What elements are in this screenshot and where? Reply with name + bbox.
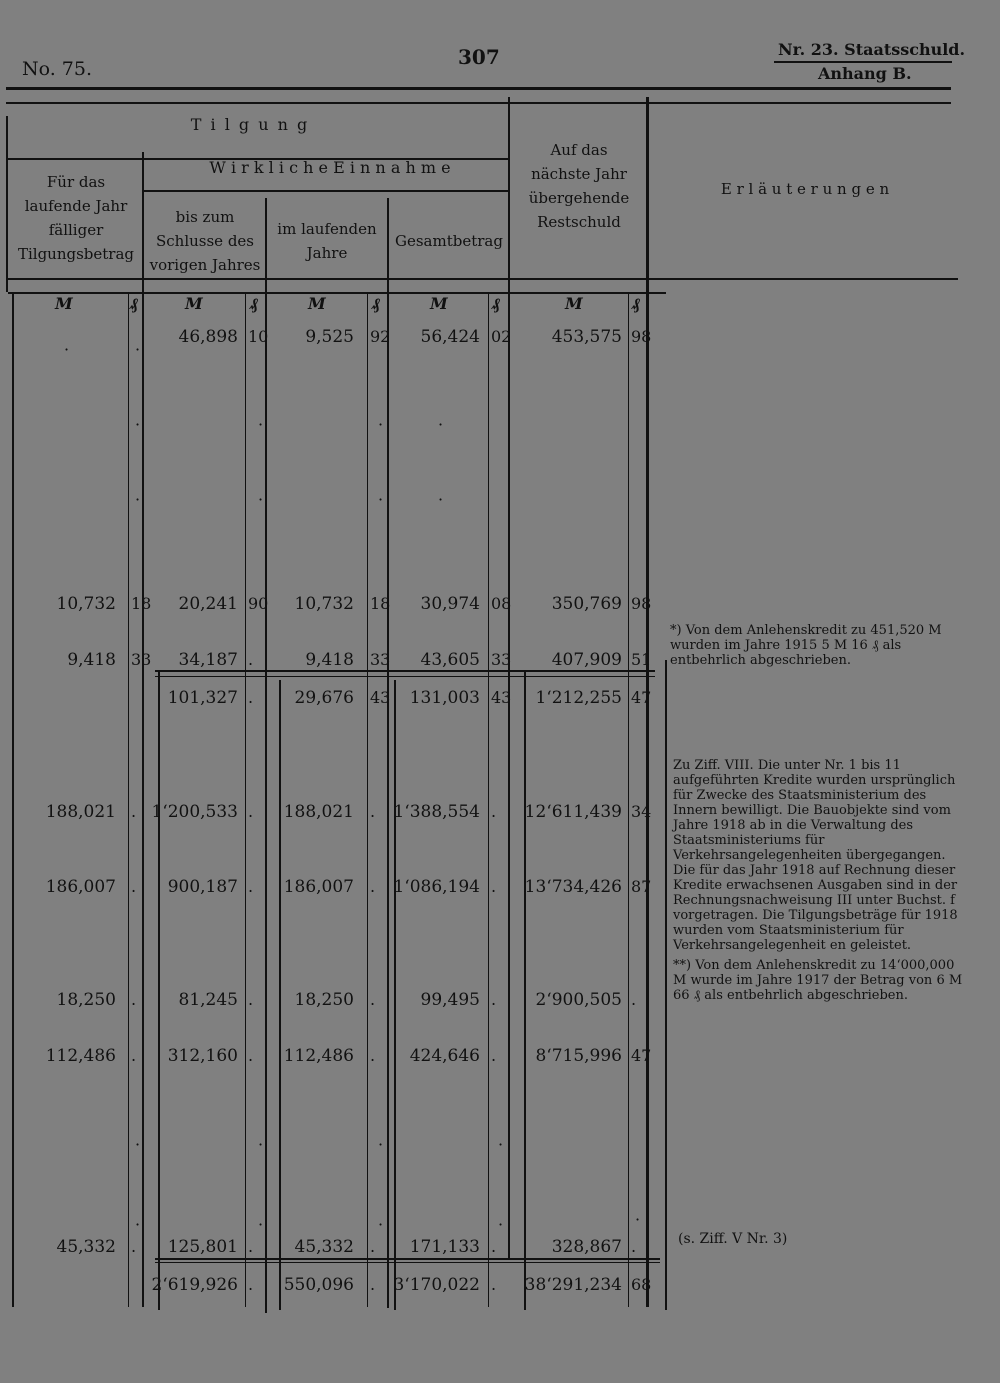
leader-dot: · bbox=[135, 415, 141, 434]
cell-mark: 1‘212,255 bbox=[535, 688, 622, 708]
cell-pfennig: 43 bbox=[491, 688, 512, 707]
cell-pfennig: . bbox=[248, 1237, 254, 1256]
cell-mark: 101,327 bbox=[167, 688, 238, 708]
cell-pfennig: 10 bbox=[248, 327, 269, 346]
cell-mark: 10,732 bbox=[294, 594, 354, 614]
cell-mark: 550,096 bbox=[283, 1275, 354, 1295]
cell-mark: 131,003 bbox=[409, 688, 480, 708]
cell-pfennig: 47 bbox=[631, 1046, 652, 1065]
document-number: No. 75. bbox=[22, 58, 93, 80]
cell-mark: 112,486 bbox=[283, 1046, 354, 1066]
page-number: 307 bbox=[458, 45, 500, 69]
cell-mark: 186,007 bbox=[283, 877, 354, 897]
cell-mark: 9,418 bbox=[67, 650, 116, 670]
cell-mark: 18,250 bbox=[294, 990, 354, 1010]
cell-pfennig: 90 bbox=[248, 594, 269, 613]
cell-mark: 112,486 bbox=[45, 1046, 116, 1066]
leader-dot: · bbox=[438, 415, 444, 434]
leader-dot: · bbox=[378, 415, 384, 434]
cell-mark: 424,646 bbox=[409, 1046, 480, 1066]
cell-mark: 18,250 bbox=[56, 990, 116, 1010]
leader-dot: · bbox=[258, 415, 264, 434]
cell-pfennig: 18 bbox=[370, 594, 391, 613]
note-1: *) Von dem Anlehenskredit zu 451,520 M wurden im Jahre 1915 5 M 16 ₰ als entbehrlich abgeschrieben. bbox=[670, 623, 942, 668]
cell-pfennig: . bbox=[131, 1237, 137, 1256]
cell-mark: 29,676 bbox=[294, 688, 354, 708]
cell-mark: 20,241 bbox=[178, 594, 238, 614]
leader-dot: · bbox=[135, 1215, 141, 1234]
cell-pfennig: 98 bbox=[631, 594, 652, 613]
cell-mark: 9,525 bbox=[305, 327, 354, 347]
cell-pfennig: 02 bbox=[491, 327, 512, 346]
header-tilgung: T i l g u n g bbox=[190, 115, 310, 134]
leader-dot: · bbox=[64, 340, 70, 359]
cell-pfennig: 68 bbox=[631, 1275, 652, 1294]
section-title: Nr. 23. Staatsschuld. bbox=[778, 40, 966, 59]
cell-mark: 45,332 bbox=[294, 1237, 354, 1257]
cell-mark: 9,418 bbox=[305, 650, 354, 670]
cell-mark: 350,769 bbox=[551, 594, 622, 614]
cell-mark: 99,495 bbox=[420, 990, 480, 1010]
cell-mark: 1‘086,194 bbox=[393, 877, 480, 897]
cell-pfennig: . bbox=[491, 1275, 497, 1294]
cell-mark: 171,133 bbox=[409, 1237, 480, 1257]
cell-mark: 46,898 bbox=[178, 327, 238, 347]
cell-pfennig: . bbox=[248, 650, 254, 669]
header-im-laufenden-jahre: im laufenden Jahre bbox=[277, 220, 377, 262]
cell-pfennig: . bbox=[248, 1046, 254, 1065]
cell-pfennig: . bbox=[131, 990, 137, 1009]
cell-mark: 81,245 bbox=[178, 990, 238, 1010]
cell-mark: 10,732 bbox=[56, 594, 116, 614]
leader-dot: · bbox=[258, 1215, 264, 1234]
cell-pfennig: 98 bbox=[631, 327, 652, 346]
cell-mark: 2‘900,505 bbox=[535, 990, 622, 1010]
header-gesamtbetrag: Gesamtbetrag bbox=[395, 232, 503, 250]
cell-pfennig: 51 bbox=[631, 650, 652, 669]
cell-pfennig: . bbox=[248, 1275, 254, 1294]
cell-pfennig: . bbox=[248, 877, 254, 896]
cell-mark: 43,605 bbox=[420, 650, 480, 670]
leader-dot: · bbox=[438, 490, 444, 509]
cell-mark: 45,332 bbox=[56, 1237, 116, 1257]
cell-mark: 453,575 bbox=[551, 327, 622, 347]
leader-dot: · bbox=[258, 1135, 264, 1154]
leader-dot: · bbox=[635, 1210, 641, 1229]
cell-pfennig: . bbox=[370, 1046, 376, 1065]
cell-pfennig: . bbox=[491, 802, 497, 821]
cell-pfennig: . bbox=[248, 688, 254, 707]
cell-pfennig: . bbox=[370, 802, 376, 821]
cell-pfennig: . bbox=[491, 990, 497, 1009]
cell-pfennig: . bbox=[631, 990, 637, 1009]
cell-mark: 188,021 bbox=[45, 802, 116, 822]
cell-pfennig: 87 bbox=[631, 877, 652, 896]
note-4: (s. Ziff. V Nr. 3) bbox=[678, 1231, 788, 1247]
leader-dot: · bbox=[378, 1215, 384, 1234]
leader-dot: · bbox=[498, 1215, 504, 1234]
cell-mark: 30,974 bbox=[420, 594, 480, 614]
cell-pfennig: . bbox=[131, 802, 137, 821]
leader-dot: · bbox=[378, 1135, 384, 1154]
header-erlaeuterungen: E r l ä u t e r u n g e n bbox=[720, 180, 890, 198]
cell-pfennig: 43 bbox=[370, 688, 391, 707]
cell-pfennig: . bbox=[131, 877, 137, 896]
cell-pfennig: 18 bbox=[131, 594, 152, 613]
cell-mark: 407,909 bbox=[551, 650, 622, 670]
cell-mark: 2‘619,926 bbox=[151, 1275, 238, 1295]
cell-pfennig: 47 bbox=[631, 688, 652, 707]
cell-pfennig: . bbox=[248, 990, 254, 1009]
cell-pfennig: 33 bbox=[131, 650, 152, 669]
cell-mark: 125,801 bbox=[167, 1237, 238, 1257]
cell-pfennig: 34 bbox=[631, 802, 652, 821]
cell-mark: 38‘291,234 bbox=[524, 1275, 622, 1295]
cell-pfennig: . bbox=[370, 1275, 376, 1294]
cell-mark: 328,867 bbox=[551, 1237, 622, 1257]
cell-pfennig: . bbox=[491, 877, 497, 896]
cell-mark: 900,187 bbox=[167, 877, 238, 897]
header-restschuld: Auf das nächste Jahr übergehende Restschuld bbox=[528, 141, 630, 231]
header-bis-zum-schlusse: bis zum Schlusse des vorigen Jahres bbox=[149, 208, 261, 274]
cell-mark: 34,187 bbox=[178, 650, 238, 670]
header-faelliger-tilgungsbetrag: Für das laufende Jahr fälliger Tilgungsbetrag bbox=[17, 173, 135, 263]
cell-pfennig: . bbox=[491, 1046, 497, 1065]
leader-dot: · bbox=[135, 1135, 141, 1154]
cell-mark: 1‘200,533 bbox=[151, 802, 238, 822]
note-3: **) Von dem Anlehenskredit zu 14‘000,000 M wurde im Jahre 1917 der Betrag von 6 M 66 ₰ als entbehrlich abgeschrieben. bbox=[673, 958, 963, 1003]
header-wirkliche-einnahme: W i r k l i c h e E i n n a h m e bbox=[209, 158, 451, 177]
cell-pfennig: 33 bbox=[370, 650, 391, 669]
leader-dot: · bbox=[258, 490, 264, 509]
cell-pfennig: . bbox=[491, 1237, 497, 1256]
cell-mark: 3‘170,022 bbox=[393, 1275, 480, 1295]
cell-pfennig: . bbox=[631, 1237, 637, 1256]
note-2: Zu Ziff. VIII. Die unter Nr. 1 bis 11 aufgeführten Kredite wurden ursprünglich für Zwecke des Staatsministerium des Innern bewilligt. Die Bauobjekte sind vom Jahre 1918 ab in die Verwaltung des Staatsministeriums für Verkehrsangelegenheiten übergegangen. Die für das Jahr 1918 auf Rechnung dieser Kredite erwachsenen Ausgaben sind in der Rechnungsnachweisung III unter Buchst. f vorgetragen. Die Tilgungsbeträge für 1918 wurden vom Staatsministerium für Verkehrsangelegenheit en geleistet. bbox=[673, 758, 958, 953]
leader-dot: · bbox=[378, 490, 384, 509]
leader-dot: · bbox=[135, 490, 141, 509]
cell-mark: 8‘715,996 bbox=[535, 1046, 622, 1066]
cell-mark: 312,160 bbox=[167, 1046, 238, 1066]
cell-pfennig: . bbox=[248, 802, 254, 821]
cell-mark: 13‘734,426 bbox=[524, 877, 622, 897]
header-rule bbox=[774, 61, 952, 63]
cell-pfennig: 92 bbox=[370, 327, 391, 346]
leader-dot: · bbox=[498, 1135, 504, 1154]
cell-pfennig: 33 bbox=[491, 650, 512, 669]
cell-pfennig: . bbox=[370, 877, 376, 896]
cell-pfennig: 08 bbox=[491, 594, 512, 613]
cell-pfennig: . bbox=[370, 1237, 376, 1256]
leader-dot: · bbox=[135, 340, 141, 359]
cell-mark: 188,021 bbox=[283, 802, 354, 822]
section-subtitle: Anhang B. bbox=[818, 64, 912, 83]
cell-pfennig: . bbox=[370, 990, 376, 1009]
cell-mark: 1‘388,554 bbox=[393, 802, 480, 822]
cell-mark: 12‘611,439 bbox=[524, 802, 622, 822]
cell-mark: 56,424 bbox=[420, 327, 480, 347]
cell-pfennig: . bbox=[131, 1046, 137, 1065]
cell-mark: 186,007 bbox=[45, 877, 116, 897]
